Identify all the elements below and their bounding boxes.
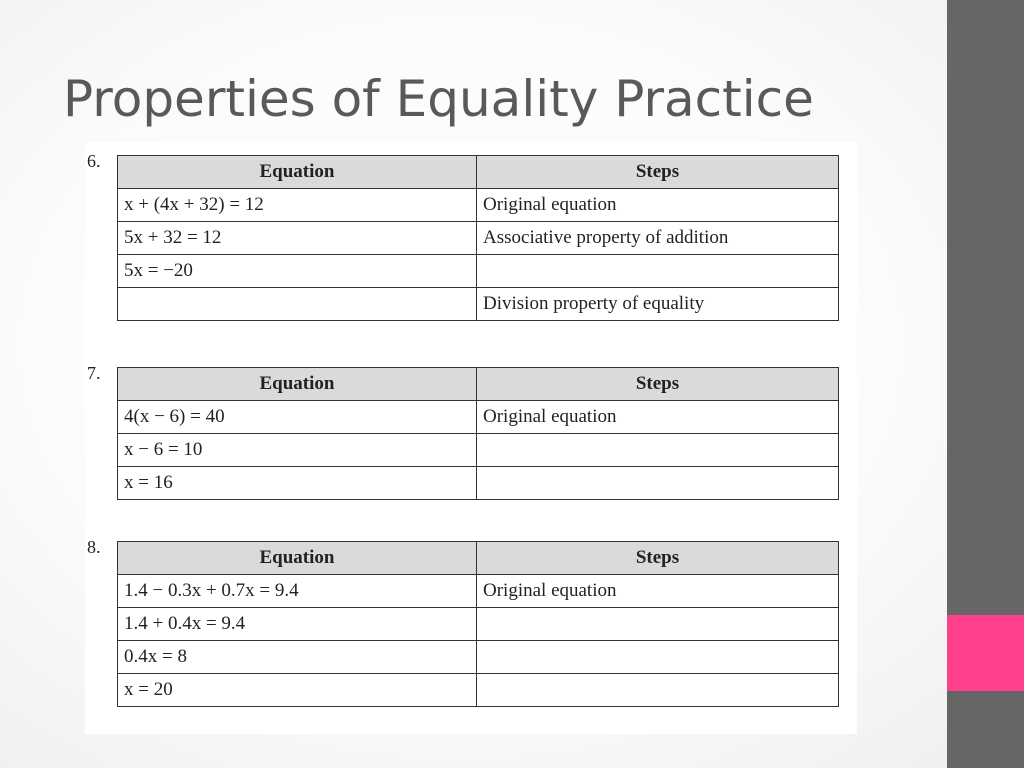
equation-cell: x = 20	[118, 674, 477, 707]
table-row	[118, 401, 839, 434]
table-row	[118, 641, 839, 674]
slide-title: Properties of Equality Practice	[63, 70, 814, 128]
table-row	[118, 255, 839, 288]
step-cell: Original equation	[477, 401, 839, 434]
step-cell: Associative property of addition	[477, 222, 839, 255]
table-row	[118, 288, 839, 321]
equation-cell: 4(x − 6) = 40	[118, 401, 477, 434]
equation-cell-blank	[118, 288, 477, 321]
equation-table	[117, 155, 839, 321]
table-header-row	[118, 156, 839, 189]
problem-number: 8.	[87, 537, 101, 557]
problem-number: 6.	[87, 151, 101, 171]
table-row	[118, 674, 839, 707]
problem-number: 7.	[87, 363, 101, 383]
equation-header: Equation	[118, 156, 477, 189]
equation-cell: 1.4 − 0.3x + 0.7x = 9.4	[118, 575, 477, 608]
equation-cell: 0.4x = 8	[118, 641, 477, 674]
table-row	[118, 434, 839, 467]
table-row	[118, 222, 839, 255]
table-row	[118, 467, 839, 500]
table-row	[118, 575, 839, 608]
equation-table	[117, 541, 839, 707]
steps-header: Steps	[477, 368, 839, 401]
sidebar-bar	[947, 0, 1024, 768]
step-cell-blank	[477, 467, 839, 500]
equation-cell: x = 16	[118, 467, 477, 500]
step-cell-blank	[477, 674, 839, 707]
equation-cell: 1.4 + 0.4x = 9.4	[118, 608, 477, 641]
step-cell-blank	[477, 255, 839, 288]
table-row	[118, 608, 839, 641]
equation-cell: 5x + 32 = 12	[118, 222, 477, 255]
step-cell-blank	[477, 434, 839, 467]
step-cell: Division property of equality	[477, 288, 839, 321]
equation-cell: x + (4x + 32) = 12	[118, 189, 477, 222]
step-cell: Original equation	[477, 189, 839, 222]
table-header-row	[118, 542, 839, 575]
equation-cell: x − 6 = 10	[118, 434, 477, 467]
worksheet	[85, 142, 857, 734]
equation-table	[117, 367, 839, 500]
step-cell-blank	[477, 641, 839, 674]
step-cell: Original equation	[477, 575, 839, 608]
table-row	[118, 189, 839, 222]
steps-header: Steps	[477, 542, 839, 575]
step-cell-blank	[477, 608, 839, 641]
steps-header: Steps	[477, 156, 839, 189]
sidebar-accent-block	[947, 615, 1024, 691]
equation-header: Equation	[118, 542, 477, 575]
equation-header: Equation	[118, 368, 477, 401]
equation-cell: 5x = −20	[118, 255, 477, 288]
table-header-row	[118, 368, 839, 401]
